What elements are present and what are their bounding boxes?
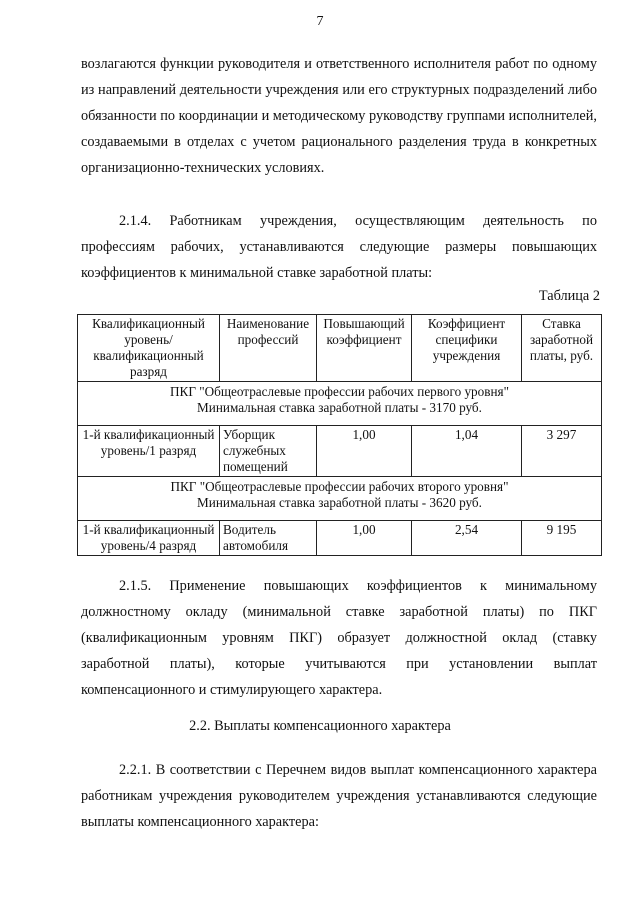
cell-qualification-level: 1-й квалификационный уровень/1 разряд	[78, 426, 220, 477]
group-heading	[78, 477, 602, 521]
cell-salary-rate: 9 195	[522, 521, 602, 556]
cell-specificity-coefficient: 1,04	[412, 426, 522, 477]
paragraph-2-1-4: 2.1.4. Работникам учреждения, осуществляющим деятельность по профессиям рабочих, устанавливаются следующие размеры повышающих коэффициентов к минимальной ставке заработной платы:	[81, 213, 597, 281]
group-heading	[78, 382, 602, 426]
group-title: ПКГ "Общеотраслевые профессии рабочих первого уровня"	[170, 384, 509, 399]
header-raising-coefficient: Повышающий коэффициент	[317, 315, 412, 382]
page-number: 7	[316, 14, 324, 29]
table-header-row	[78, 315, 602, 382]
group-min-rate: Минимальная ставка заработной платы - 3620 руб.	[197, 495, 482, 510]
group-row	[78, 477, 602, 521]
cell-qualification-level: 1-й квалификационный уровень/4 разряд	[78, 521, 220, 556]
cell-specificity-coefficient: 2,54	[412, 521, 522, 556]
group-row	[78, 382, 602, 426]
table-row	[78, 521, 602, 556]
table-label: Таблица 2	[538, 288, 600, 304]
cell-salary-rate: 3 297	[522, 426, 602, 477]
group-min-rate: Минимальная ставка заработной платы - 3170 руб.	[197, 400, 482, 415]
paragraph-continuation: возлагаются функции руководителя и ответственного исполнителя работ по одному из направлений деятельности учреждения или его структурных подразделений либо обязанности по координации и методическому руководству группами исполнителей, создаваемыми в отделах с учетом рационального разделения труда в конкретных организационно-технических условиях.	[81, 56, 597, 176]
header-qualification-level: Квалификационный уровень/ квалификационный разряд	[78, 315, 220, 382]
table-row	[78, 426, 602, 477]
paragraph-2-1-5: 2.1.5. Применение повышающих коэффициентов к минимальному должностному окладу (минимальной ставке заработной платы) по ПКГ (квалификационным уровням ПКГ) образует должностной оклад (ставку заработной платы), которые учитываются при установлении выплат компенсационного и стимулирующего характера.	[81, 578, 597, 698]
cell-raising-coefficient: 1,00	[317, 426, 412, 477]
cell-profession-name: Водитель автомобиля	[220, 521, 317, 556]
paragraph-2-2-1: 2.2.1. В соответствии с Перечнем видов выплат компенсационного характера работникам учреждения руководителем учреждения устанавливаются следующие выплаты компенсационного характера:	[81, 762, 597, 830]
cell-profession-name: Уборщик служебных помещений	[220, 426, 317, 477]
section-heading: 2.2. Выплаты компенсационного характера	[189, 718, 451, 734]
header-specificity-coefficient: Коэффициент специфики учреждения	[412, 315, 522, 382]
group-title: ПКГ "Общеотраслевые профессии рабочих второго уровня"	[170, 479, 509, 494]
coefficients-table	[77, 314, 602, 556]
cell-raising-coefficient: 1,00	[317, 521, 412, 556]
header-salary-rate: Ставка заработной платы, руб.	[522, 315, 602, 382]
header-profession-name: Наименование профессий	[220, 315, 317, 382]
